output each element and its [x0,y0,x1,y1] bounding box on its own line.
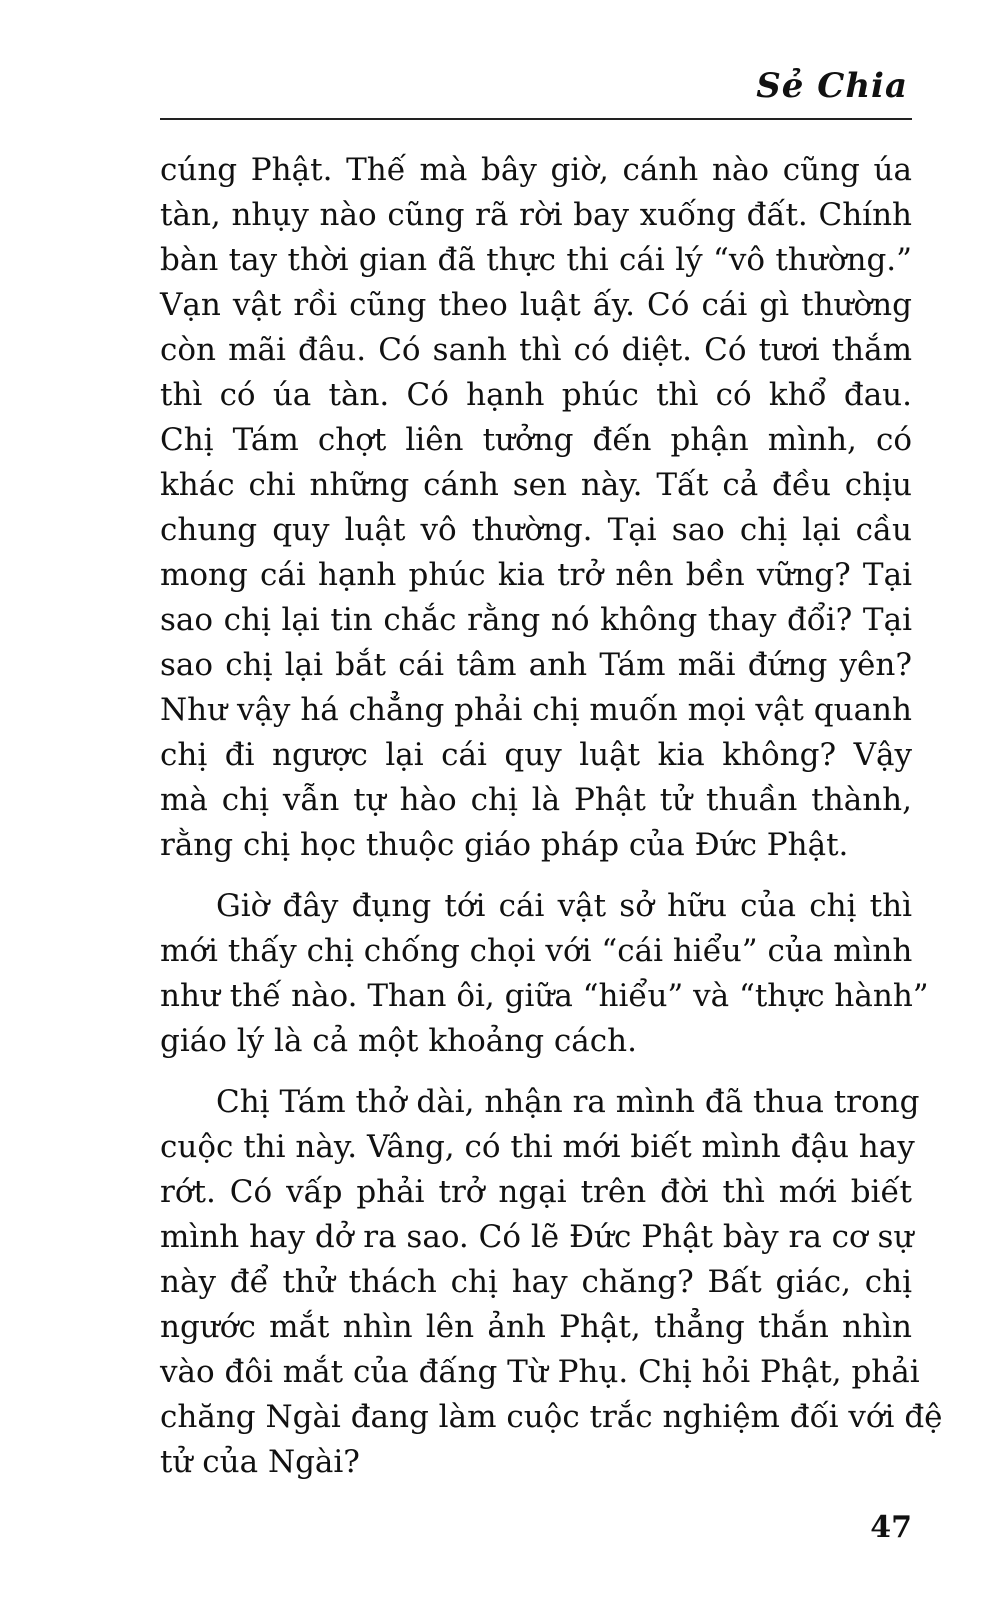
text-line: tàn, nhụy nào cũng rã rời bay xuống đất. Chính [160,197,912,233]
text-line: Chị Tám chợt liên tưởng đến phận mình, có [160,422,912,458]
text-line: sao chị lại tin chắc rằng nó không thay đổi? Tại [160,602,912,638]
text-line: như thế nào. Than ôi, giữa “hiểu” và “thực hành” [160,978,929,1014]
text-line: còn mãi đâu. Có sanh thì có diệt. Có tươi thắm [160,332,912,368]
text-line: bàn tay thời gian đã thực thi cái lý “vô thường.” [160,242,912,278]
text-line: chung quy luật vô thường. Tại sao chị lại cầu [160,512,912,548]
page-header [160,62,912,120]
text-line: sao chị lại bắt cái tâm anh Tám mãi đứng yên? [160,647,912,683]
text-line: tử của Ngài? [160,1444,360,1480]
text-line: mới thấy chị chống chọi với “cái hiểu” của mình [160,933,913,969]
text-line: mà chị vẫn tự hào chị là Phật tử thuần thành, [160,782,912,818]
text-line: rớt. Có vấp phải trở ngại trên đời thì mới biết [160,1174,912,1210]
text-line: Giờ đây đụng tới cái vật sở hữu của chị thì [216,888,912,924]
text-line: cuộc thi này. Vâng, có thi mới biết mình đậu hay [160,1129,915,1165]
page-number: 47 [870,1510,912,1545]
text-line: này để thử thách chị hay chăng? Bất giác, chị [160,1264,912,1300]
running-title: Sẻ Chia [756,66,908,106]
text-line: mong cái hạnh phúc kia trở nên bền vững? Tại [160,557,912,593]
text-line: chị đi ngược lại cái quy luật kia không? Vậy [160,737,912,773]
text-line: giáo lý là cả một khoảng cách. [160,1023,637,1059]
text-line: mình hay dở ra sao. Có lẽ Đức Phật bày ra cơ sự [160,1219,914,1255]
text-line: Như vậy há chẳng phải chị muốn mọi vật quanh [160,692,912,728]
text-line: Vạn vật rồi cũng theo luật ấy. Có cái gì thường [160,287,912,323]
text-line: ngước mắt nhìn lên ảnh Phật, thẳng thắn nhìn [160,1309,912,1345]
text-line: thì có úa tàn. Có hạnh phúc thì có khổ đau. [160,377,912,413]
paragraph-3 [160,1080,943,1485]
text-line: chăng Ngài đang làm cuộc trắc nghiệm đối với đệ [160,1399,943,1435]
paragraph-1 [160,148,912,868]
paragraph-2 [160,884,929,1064]
text-line: cúng Phật. Thế mà bây giờ, cánh nào cũng úa [160,152,912,188]
text-line: vào đôi mắt của đấng Từ Phụ. Chị hỏi Phật, phải [160,1354,920,1390]
text-line: Chị Tám thở dài, nhận ra mình đã thua trong [216,1084,920,1120]
body-text [160,148,943,1501]
text-line: rằng chị học thuộc giáo pháp của Đức Phật. [160,827,849,863]
text-line: khác chi những cánh sen này. Tất cả đều chịu [160,467,912,503]
